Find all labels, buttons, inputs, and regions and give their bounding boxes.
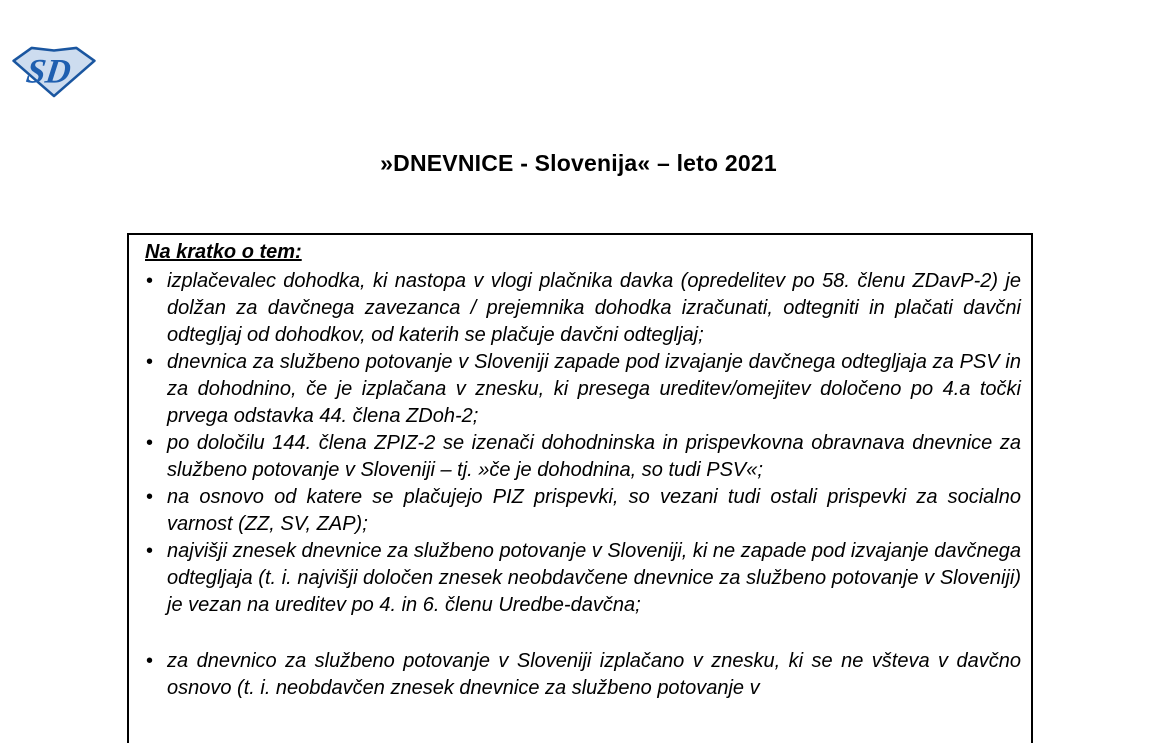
list-item [143, 538, 1021, 619]
bullet-icon: • [146, 540, 154, 562]
logo-letters: SD [23, 52, 74, 91]
list-item [143, 430, 1021, 484]
bullet-list [143, 268, 1021, 702]
list-item [143, 648, 1021, 702]
bullet-icon: • [146, 650, 154, 672]
bullet-icon: • [146, 270, 154, 292]
sd-shield-logo-icon [11, 44, 97, 100]
list-item [143, 484, 1021, 538]
box-heading: Na kratko o tem: [145, 241, 302, 263]
bullet-text: dnevnica za službeno potovanje v Sloveniji zapade pod izvajanje davčnega odtegljaja za PSV in za dohodnino, če je izplačana v znesku, ki presega ureditev/omejitev določeno po 4.a točki prvega odstavka 44. člena ZDoh-2; [167, 351, 1021, 427]
bullet-icon: • [146, 486, 154, 508]
bullet-text: za dnevnico za službeno potovanje v Sloveniji izplačano v znesku, ki se ne všteva v davčno osnovo (t. i. neobdavčen znesek dnevnice za službeno potovanje v [167, 650, 1021, 699]
list-item [143, 349, 1021, 430]
bullet-icon: • [146, 432, 154, 454]
bullet-text: izplačevalec dohodka, ki nastopa v vlogi plačnika davka (opredelitev po 58. členu ZDavP-2) je dolžan za davčnega zavezanca / prejemnika dohodka izračunati, odtegniti in plačati davčni odtegljaj od dohodkov, od katerih se plačuje davčni odtegljaj; [167, 270, 1021, 346]
bullet-text: na osnovo od katere se plačujejo PIZ prispevki, so vezani tudi ostali prispevki za socialno varnost (ZZ, SV, ZAP); [167, 486, 1021, 535]
bullet-text: najvišji znesek dnevnice za službeno potovanje v Sloveniji, ki ne zapade pod izvajanje davčnega odtegljaja (t. i. najvišji določen znesek neobdavčene dnevnice za službeno potovanje v Sloveniji) je vezan na ureditev po 4. in 6. členu Uredbe-davčna; [167, 540, 1021, 616]
bullet-text: po določilu 144. člena ZPIZ-2 se izenači dohodninska in prispevkovna obravnava dnevnice za službeno potovanje v Sloveniji – tj. »če je dohodnina, so tudi PSV«; [167, 432, 1021, 481]
summary-box [127, 233, 1033, 743]
list-item [143, 268, 1021, 349]
page-title: »DNEVNICE - Slovenija« – leto 2021 [380, 150, 777, 176]
bullet-icon: • [146, 351, 154, 373]
